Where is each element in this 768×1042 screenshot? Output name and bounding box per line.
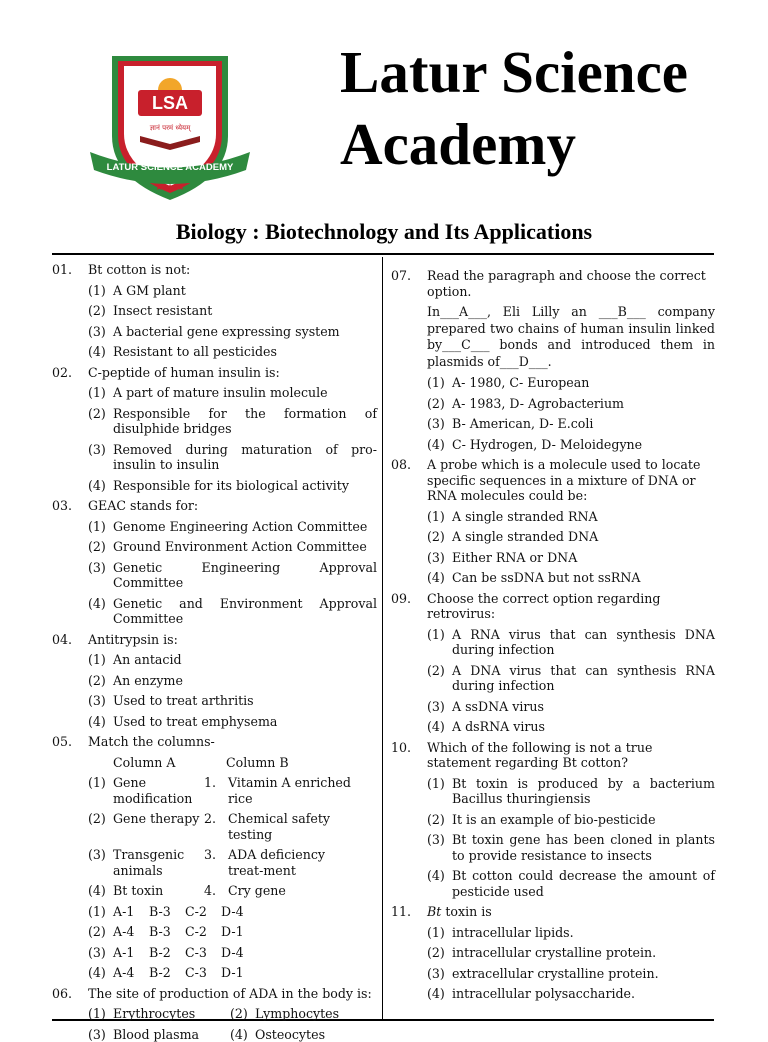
- svg-text:ज्ञानं परमं ध्येयम्: ज्ञानं परमं ध्येयम्: [150, 123, 192, 132]
- option-number: (1): [88, 652, 106, 668]
- right-column: [391, 268, 715, 1007]
- option-number: (1): [88, 519, 106, 535]
- option: [52, 652, 377, 668]
- option-number: (4): [427, 719, 445, 735]
- match-row-number: (4): [88, 883, 106, 899]
- question-text: GEAC stands for:: [88, 498, 198, 513]
- match-b-text: Cry gene: [228, 883, 352, 899]
- question-text: Which of the following is not a true statement regarding Bt cotton?: [427, 740, 652, 771]
- option-text: Genome Engineering Action Committee: [113, 519, 367, 534]
- question: [391, 740, 715, 900]
- option-text: Removed during maturation of pro-insulin to insulin: [113, 442, 377, 473]
- column-divider: [382, 257, 383, 1020]
- option-text: Genetic and Environment Approval Committee: [113, 596, 377, 627]
- left-questions: [52, 262, 377, 729]
- pair: D-1: [221, 924, 257, 940]
- question-stem: [52, 632, 377, 648]
- option-number: (3): [427, 966, 445, 982]
- option: (2) Lymphocytes: [230, 1006, 372, 1022]
- option: [391, 966, 715, 982]
- answer-option: [52, 965, 377, 981]
- pair: A-4: [113, 965, 149, 981]
- option: [52, 478, 377, 494]
- pair: B-3: [149, 904, 185, 920]
- option-text: Bt toxin is produced by a bacterium Bacillus thuringiensis: [452, 776, 715, 807]
- match-b-text: Chemical safety testing: [228, 811, 352, 842]
- pair: A-1: [113, 945, 149, 961]
- question: [391, 457, 715, 586]
- option-number: (3): [88, 693, 106, 709]
- option: [391, 945, 715, 961]
- option-text: extracellular crystalline protein.: [452, 966, 659, 981]
- option-number: (2): [88, 924, 124, 940]
- option-text: It is an example of bio-pesticide: [452, 812, 656, 827]
- option-number: (3): [427, 550, 445, 566]
- option: [391, 437, 715, 453]
- option-text: A bacterial gene expressing system: [113, 324, 340, 339]
- title-line-2: Academy: [340, 108, 688, 180]
- option: [52, 324, 377, 340]
- left-column: [52, 262, 377, 1042]
- option-text: A- 1983, D- Agrobacterium: [452, 396, 624, 411]
- match-column-a: [88, 847, 204, 878]
- option: [52, 560, 377, 591]
- question-text: toxin is: [441, 904, 491, 919]
- option-number: (4): [427, 437, 445, 453]
- column-b-header: Column B: [226, 755, 350, 771]
- option-text: Used to treat arthritis: [113, 693, 254, 708]
- match-column-a: [88, 883, 204, 899]
- svg-text:LSA: LSA: [152, 93, 188, 113]
- option-text: Insect resistant: [113, 303, 212, 318]
- question-number: 03.: [52, 498, 72, 514]
- option-text: Either RNA or DNA: [452, 550, 577, 565]
- option: [391, 416, 715, 432]
- svg-text:★ ★ ★: ★ ★ ★: [155, 183, 185, 193]
- question-number: 04.: [52, 632, 72, 648]
- option-text: Responsible for its biological activity: [113, 478, 349, 493]
- match-b-number: 3.: [204, 847, 228, 863]
- option-text: Genetic Engineering Approval Committee: [113, 560, 377, 591]
- title-line-1: Latur Science: [340, 36, 688, 108]
- question-text: Antitrypsin is:: [88, 632, 178, 647]
- question: [391, 591, 715, 735]
- question-number: 11.: [391, 904, 411, 920]
- pair: A-4: [113, 924, 149, 940]
- option-number: (3): [88, 324, 106, 340]
- option-number: (4): [88, 344, 106, 360]
- pair: B-3: [149, 924, 185, 940]
- pair: C-2: [185, 904, 221, 920]
- option-number: (2): [427, 529, 445, 545]
- option-text: A single stranded DNA: [452, 529, 598, 544]
- option: [391, 868, 715, 899]
- match-rows: [88, 775, 377, 899]
- option: [391, 375, 715, 391]
- option: [391, 627, 715, 658]
- match-row: [88, 847, 377, 878]
- option: [391, 986, 715, 1002]
- option-number: (1): [427, 375, 445, 391]
- question: [52, 498, 377, 627]
- match-row: [88, 883, 377, 899]
- match-b-number: 1.: [204, 775, 228, 791]
- option-text: intracellular crystalline protein.: [452, 945, 656, 960]
- option-text: A part of mature insulin molecule: [113, 385, 328, 400]
- option-text: A GM plant: [113, 283, 186, 298]
- option: [52, 673, 377, 689]
- question-number: 02.: [52, 365, 72, 381]
- document-subtitle: Biology : Biotechnology and Its Applications: [0, 219, 768, 245]
- match-row: [88, 775, 377, 806]
- option: [391, 812, 715, 828]
- option-text: Bt toxin gene has been cloned in plants to provide resistance to insects: [452, 832, 715, 863]
- pair: A-1: [113, 904, 149, 920]
- top-rule: [52, 253, 714, 255]
- question: [52, 365, 377, 494]
- match-row-number: (2): [88, 811, 106, 827]
- option-number: (1): [427, 776, 445, 792]
- pair: B-2: [149, 965, 185, 981]
- option-number: (1): [427, 925, 445, 941]
- option: (3) Blood plasma: [88, 1027, 230, 1042]
- option: [391, 550, 715, 566]
- match-a-text: Gene therapy: [113, 811, 199, 826]
- option-number: (4): [88, 478, 106, 494]
- question-text: Read the paragraph and choose the correct option.: [427, 268, 706, 299]
- q06-options: [52, 1006, 377, 1042]
- option-text: Bt cotton could decrease the amount of pesticide used: [452, 868, 715, 899]
- option-number: (4): [88, 596, 106, 612]
- match-row: [88, 811, 377, 842]
- option: [52, 714, 377, 730]
- option-text: An enzyme: [113, 673, 183, 688]
- option: [52, 344, 377, 360]
- question-text: C-peptide of human insulin is:: [88, 365, 280, 380]
- question-06: [52, 986, 377, 1042]
- option: [52, 442, 377, 473]
- option-number: (3): [88, 560, 106, 576]
- option-number: (4): [88, 965, 124, 981]
- option: [391, 925, 715, 941]
- option-number: (1): [88, 283, 106, 299]
- match-column-a: [88, 811, 204, 827]
- question-stem: [52, 262, 377, 278]
- option: [391, 529, 715, 545]
- option-text: Used to treat emphysema: [113, 714, 277, 729]
- option-number: (1): [88, 385, 106, 401]
- question-text-italic: Bt: [427, 904, 441, 919]
- option-number: (1): [88, 904, 124, 920]
- question-stem: [391, 591, 715, 622]
- option-number: (2): [427, 812, 445, 828]
- match-header: [88, 755, 377, 771]
- option: [52, 303, 377, 319]
- right-questions: [391, 457, 715, 899]
- option-number: (2): [88, 539, 106, 555]
- question: [52, 262, 377, 360]
- option-number: (2): [88, 303, 106, 319]
- option: [52, 406, 377, 437]
- option: [391, 776, 715, 807]
- academy-logo: [52, 18, 288, 218]
- match-b-number: 2.: [204, 811, 228, 827]
- question-stem: [391, 457, 715, 504]
- match-a-text: Bt toxin: [113, 883, 163, 898]
- academy-title: [340, 36, 688, 180]
- option-text: intracellular lipids.: [452, 925, 574, 940]
- question-text: Bt cotton is not:: [88, 262, 190, 277]
- question-text: Choose the correct option regarding retrovirus:: [427, 591, 660, 622]
- pair: C-3: [185, 965, 221, 981]
- question-text: A probe which is a molecule used to locate specific sequences in a mixture of DNA or RNA molecules could be:: [427, 457, 700, 503]
- match-b-text: Vitamin A enriched rice: [228, 775, 352, 806]
- question-05: [52, 734, 377, 981]
- option: [391, 719, 715, 735]
- option-text: C- Hydrogen, D- Meloidegyne: [452, 437, 642, 452]
- question-number: 01.: [52, 262, 72, 278]
- question-number: 05.: [52, 734, 72, 750]
- q07-options: [391, 375, 715, 452]
- option-text: Responsible for the formation of disulphide bridges: [113, 406, 377, 437]
- pair: C-2: [185, 924, 221, 940]
- option: [391, 396, 715, 412]
- svg-text:LATUR SCIENCE ACADEMY: LATUR SCIENCE ACADEMY: [107, 162, 234, 173]
- option-text: Resistant to all pesticides: [113, 344, 277, 359]
- option-number: (1): [427, 627, 445, 643]
- match-row-number: (1): [88, 775, 106, 791]
- option: [52, 596, 377, 627]
- pair: D-4: [221, 904, 257, 920]
- option-text: A dsRNA virus: [452, 719, 545, 734]
- option-text: intracellular polysaccharide.: [452, 986, 635, 1001]
- question-07: [391, 268, 715, 452]
- option-text: A ssDNA virus: [452, 699, 544, 714]
- pair: D-4: [221, 945, 257, 961]
- option-number: (3): [88, 442, 106, 458]
- question: [52, 632, 377, 730]
- match-b-text: ADA deficiency treat-ment: [228, 847, 352, 878]
- q11-options: [391, 925, 715, 1002]
- option-number: (3): [427, 416, 445, 432]
- option: [391, 509, 715, 525]
- option-number: (2): [427, 945, 445, 961]
- pair: C-3: [185, 945, 221, 961]
- option: [52, 693, 377, 709]
- option-number: (2): [427, 396, 445, 412]
- option: [52, 519, 377, 535]
- match-b-number: 4.: [204, 883, 228, 899]
- option: [52, 385, 377, 401]
- option-number: (2): [88, 406, 106, 422]
- option: [391, 663, 715, 694]
- option-number: (4): [427, 986, 445, 1002]
- option-text: B- American, D- E.coli: [452, 416, 593, 431]
- option: [391, 832, 715, 863]
- question-number: 07.: [391, 268, 411, 284]
- question-stem: [391, 740, 715, 771]
- answer-option: [52, 904, 377, 920]
- match-a-text: Transgenic animals: [113, 847, 184, 878]
- question-stem: [52, 365, 377, 381]
- option-number: (3): [427, 832, 445, 848]
- question-stem: [52, 498, 377, 514]
- option: [52, 539, 377, 555]
- question-11: [391, 904, 715, 1002]
- option: [391, 570, 715, 586]
- match-column-a: [88, 775, 204, 806]
- option-number: (2): [88, 673, 106, 689]
- question-text: The site of production of ADA in the body is:: [88, 986, 372, 1001]
- question-number: 06.: [52, 986, 72, 1002]
- option-text: A single stranded RNA: [452, 509, 598, 524]
- match-table: [52, 755, 377, 899]
- pair: D-1: [221, 965, 257, 981]
- option: (4) Osteocytes: [230, 1027, 372, 1042]
- question-text: Match the columns-: [88, 734, 215, 749]
- match-a-text: Gene modification: [113, 775, 192, 806]
- question-number: 09.: [391, 591, 411, 607]
- option-text: A RNA virus that can synthesis DNA during infection: [452, 627, 715, 658]
- answer-option: [52, 924, 377, 940]
- column-a-header: Column A: [88, 755, 204, 771]
- option-text: Ground Environment Action Committee: [113, 539, 367, 554]
- option-text: A DNA virus that can synthesis RNA during infection: [452, 663, 715, 694]
- option-number: (2): [427, 663, 445, 679]
- q07-paragraph: In___A___, Eli Lilly an ___B___ company prepared two chains of human insulin linked by___C___ bonds and introduced them in plasmids of___D___.: [391, 304, 715, 370]
- option-number: (3): [88, 945, 124, 961]
- option-number: (3): [427, 699, 445, 715]
- option: [52, 283, 377, 299]
- answer-option: [52, 945, 377, 961]
- option-number: (1): [427, 509, 445, 525]
- option-number: (4): [427, 868, 445, 884]
- option-number: (4): [427, 570, 445, 586]
- match-row-number: (3): [88, 847, 106, 863]
- question-number: 08.: [391, 457, 411, 473]
- option-number: (4): [88, 714, 106, 730]
- question-number: 10.: [391, 740, 411, 756]
- option-text: A- 1980, C- European: [452, 375, 589, 390]
- option-text: Can be ssDNA but not ssRNA: [452, 570, 640, 585]
- option: [391, 699, 715, 715]
- pair: B-2: [149, 945, 185, 961]
- q05-answers: [52, 904, 377, 981]
- option-text: An antacid: [113, 652, 182, 667]
- option: (1) Erythrocytes: [88, 1006, 230, 1022]
